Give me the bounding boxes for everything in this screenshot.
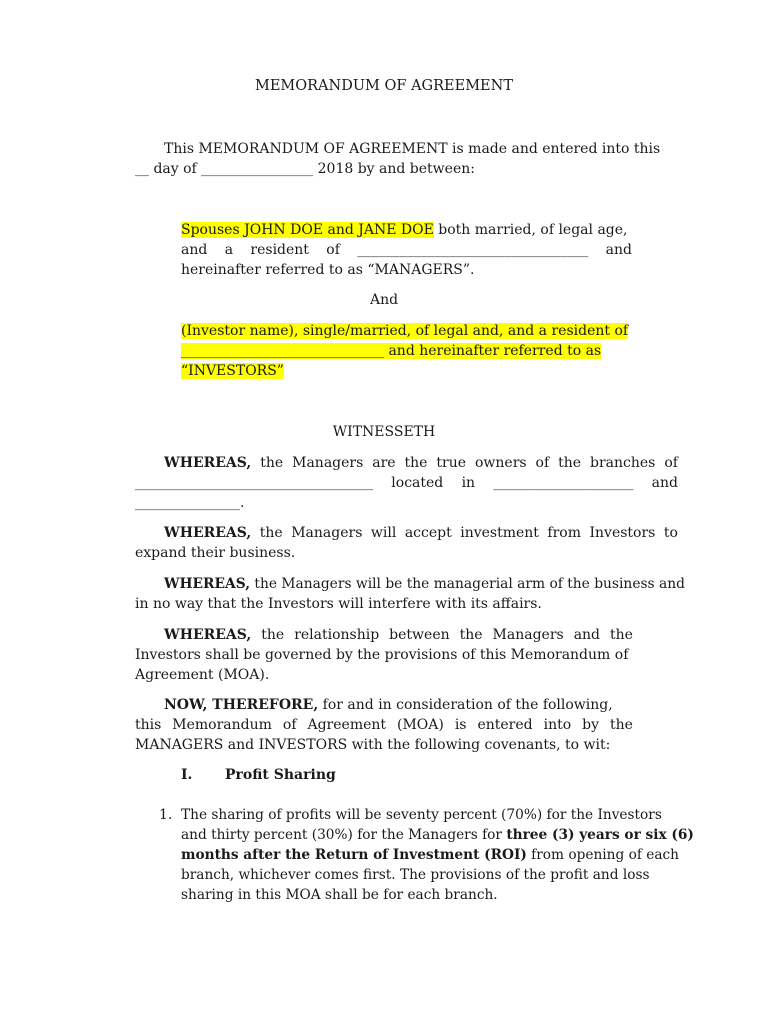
blank-field: _________________________________ [357,242,589,258]
party1-line-1 [181,220,628,240]
party1-line-3: hereinafter referred to as “MANAGERS”. [181,262,475,278]
party2-line-1 [181,321,628,341]
word: the [609,717,633,733]
now-therefore-label: NOW, THEREFORE, [164,697,319,713]
word: from [547,525,581,541]
section-1-numeral: I. [181,767,193,783]
whereas1-line-1 [164,453,678,473]
whereas-label: WHEREAS, [164,627,252,643]
word: this [135,717,162,733]
word: Memorandum [172,717,272,733]
document-title: MEMORANDUM OF AGREEMENT [254,78,514,94]
word: the [558,455,582,471]
party1-names: Spouses JOHN DOE and JANE DOE [181,222,434,238]
word: the [459,627,483,643]
whereas-label: WHEREAS, [164,525,252,541]
item-1-number: 1. [159,807,173,823]
witnesseth-heading: WITNESSETH [332,424,436,440]
word: and [181,242,208,258]
whereas4-line-2: Investors shall be governed by the provisions of this Memorandum of [135,647,629,663]
now-therefore-line-2 [135,715,633,735]
whereas2-line-2: expand their business. [135,545,296,561]
item-1-line-2 [181,825,694,845]
word: and [573,627,601,643]
word: of [535,455,550,471]
word: branches [590,455,656,471]
whereas4-line-3: Agreement (MOA). [135,667,270,683]
party2-line-2-text: _____________________________ and hereinafter referred to as [181,343,602,359]
word: and [651,475,678,491]
party2-line-3-text: “INVESTORS” [181,363,284,379]
word: investment [460,525,539,541]
word: a [224,242,234,258]
now-therefore-line-1 [164,695,613,715]
item-1-line-4: branch, whichever comes first. The provisions of the profit and loss [181,867,650,883]
whereas2-line-1 [164,523,678,543]
now-therefore-line-3: MANAGERS and INVESTORS with the following covenants, to wit: [135,737,611,753]
word: the [261,627,285,643]
whereas-label: WHEREAS, [164,455,252,471]
word: the [259,525,283,541]
word: owners [475,455,527,471]
word: (MOA) [397,717,444,733]
word: Managers [492,627,564,643]
word: the [404,455,428,471]
word: are [372,455,396,471]
whereas1-line-3: _______________. [135,495,245,511]
intro-line-2: __ day of ________________ 2018 by and between: [135,161,475,177]
now-therefore-line-1-rest: for and in consideration of the following, [318,697,613,713]
party1-line-1-rest: both married, of legal age, [433,222,628,238]
word: relationship [294,627,380,643]
item-1-line-2-plain: and thirty percent (30%) for the Managers for [181,827,507,843]
word: to [663,525,678,541]
word: of [326,242,340,258]
word: the [610,627,633,643]
word: accept [404,525,452,541]
word: and [605,242,632,258]
item-1-line-3-plain: from opening of each [526,847,679,863]
blank-field: __________________________________ [135,475,373,491]
word: by [582,717,599,733]
word: located [391,475,444,491]
whereas3-line-2: in no way that the Investors will interfere with its affairs. [135,596,542,612]
whereas3-line-1 [164,574,685,594]
intro-line-1: This MEMORANDUM OF AGREEMENT is made and entered into this [164,141,661,157]
word: Managers [292,455,364,471]
item-1-line-5: sharing in this MOA shall be for each branch. [181,887,498,903]
word: true [436,455,467,471]
word: of [282,717,297,733]
party2-line-3 [181,361,284,381]
word: the [260,455,284,471]
blank-field: ____________________ [493,475,634,491]
word: Investors [589,525,656,541]
party2-line-2 [181,341,601,361]
item-1-line-1: The sharing of profits will be seventy percent (70%) for the Investors [181,807,662,823]
word: Managers [291,525,363,541]
whereas-label: WHEREAS, [164,576,251,592]
item-1-line-2-bold: three (3) years or six (6) [506,827,694,843]
word: between [389,627,450,643]
word: Agreement [307,717,387,733]
and-separator: And [369,292,399,308]
party1-line-2 [181,240,632,260]
item-1-line-3 [181,845,679,865]
word: is [454,717,467,733]
word: resident [250,242,309,258]
word: into [543,717,572,733]
whereas4-line-1 [164,625,633,645]
whereas1-line-2 [135,473,678,493]
word: will [370,525,397,541]
word: entered [477,717,533,733]
section-1-heading: Profit Sharing [225,767,336,783]
word: in [461,475,476,491]
party2-line-1-text: (Investor name), single/married, of legal and, and a resident of [181,323,629,339]
whereas3-line-1-rest: the Managers will be the managerial arm of the business and [250,576,685,592]
item-1-line-3-bold: months after the Return of Investment (ROI) [181,847,527,863]
word: of [664,455,678,471]
